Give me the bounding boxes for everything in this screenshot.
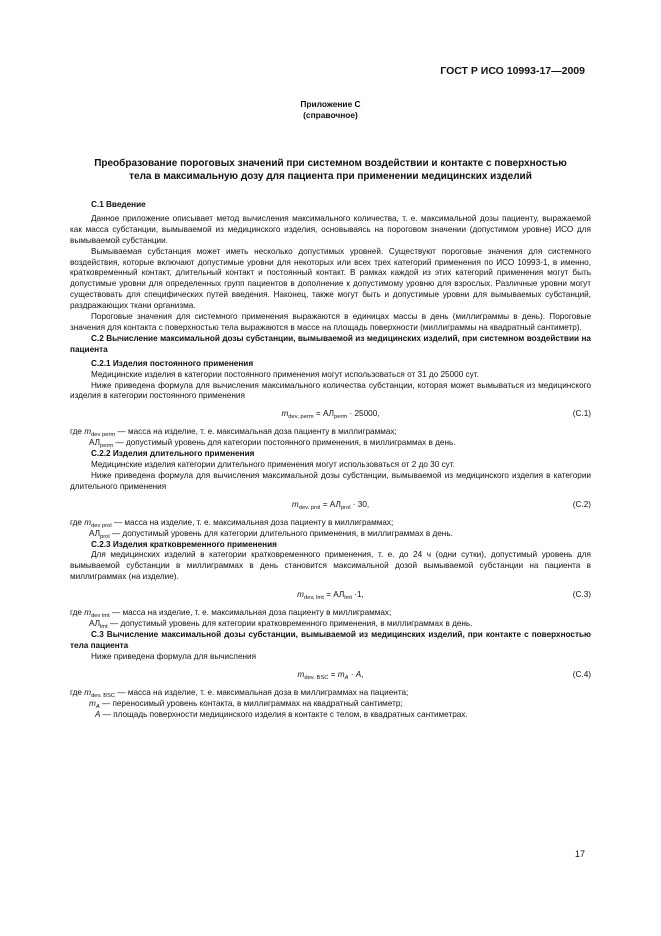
definition-c4-1: где $m_{dev. BSC}$ — масса на изделие, т. е. максимальная доза в миллиграммах на пациента; (70, 687, 409, 699)
annex-heading (0, 99, 661, 121)
formula-c3-expression: $m_{dev, lmt} = АЛ_{lmt} \cdot 1$, (297, 590, 364, 602)
section-c1-paragraph-1: Данное приложение описывает метод вычисления максимального количества, т. е. максимальной дозы пациенту, выражаемой как масса субстанции, вымываемой из медицинского изделия, основываясь на пороговом значении (допустимом уровне) ИСО для вымываемой субстанции. (70, 213, 591, 245)
section-c2-heading: С.2 Вычисление максимальной дозы субстанции, вымываемой из медицинских изделий, при системном воздействии на пациента (70, 333, 591, 354)
section-c22-heading: С.2.2 Изделия длительного применения (91, 449, 255, 459)
section-c1-paragraph-2: Вымываемая субстанция может иметь несколько допустимых уровней. Существуют пороговые значения для системного воздействия, которые включают допустимые уровни для некоторых или всех трех категорий применения по ИСО 10993-1, в именно, кратковременный контакт, длительный контакт и постоянный контакт. В рамках каждой из этих категорий применения могут быть допустимые уровни для определенных групп пациентов в дополнение к допустимому уровню для взрослых. Различные уровни могут существовать для специфических путей введения. Наконец, также могут быть и допустимые уровни для вымываемых субстанций, раздражающих ткани организма. (70, 246, 591, 311)
section-c1-paragraph-3: Пороговые значения для системного применения выражаются в единицах массы в день (миллиграммы в день). Пороговые значения для контакта с поверхностью тела выражаются в массе на площадь поверхности (миллиграммы на квадратный сантиметр). (70, 312, 591, 332)
formula-c4-number: (С.4) (572, 669, 591, 679)
formula-c2-number: (С.2) (572, 499, 591, 509)
annex-title: Приложение С (300, 99, 361, 109)
definition-c4-2: $m_A$ — переносимый уровень контакта, в миллиграммах на квадратный сантиметр; (89, 698, 403, 710)
section-c23-paragraph-1: Для медицинских изделий в категории кратковременного применения, т. е. до 24 ч (одни сутки), допустимый уровень для вымываемой субстанции в миллиграммах в день становится максимальной дозой вымываемой субстанции на пациента в миллиграммах (на изделие). (70, 550, 591, 582)
formula-c2-expression: $m_{dev. prol} = АЛ_{prol} \cdot 30$, (291, 499, 370, 511)
section-c21-paragraph-2: Ниже приведена формула для вычисления максимального количества субстанции, которая может вымываться из медицинского изделия в категории постоянного применения (70, 380, 591, 401)
definition-c1-2: $АЛ_{perm}$ — допустимый уровень для категории постоянного применения, в миллиграммах в день. (89, 438, 456, 450)
formula-c4-expression: $m_{dev. BSC} = m_A \cdot A$, (297, 669, 364, 681)
definition-c2-2: $АЛ_{prol}$ — допустимый уровень для категории длительного применения, в миллиграммах в день. (89, 528, 453, 540)
section-c22-paragraph-1: Медицинские изделия категории длительного применения могут использоваться от 2 до 30 сут. (91, 460, 455, 470)
formula-c3-number: (С.3) (572, 590, 591, 600)
definition-c1-1: где $m_{dev perm}$ — масса на изделие, т. е. максимальная доза пациенту в миллиграммах; (70, 427, 397, 439)
section-c21-paragraph-1: Медицинские изделия в категории постоянного применения могут использоваться от 31 до 25000 сут. (91, 369, 479, 379)
definition-c3-1: где $m_{dev lmt}$ — масса на изделие, т. е. максимальная доза пациенту в миллиграммах; (70, 608, 392, 620)
formula-c1-number: (С.1) (572, 409, 591, 419)
formula-c1 (70, 405, 591, 424)
title-line-2: тела в максимальную дозу для пациента при применении медицинских изделий (129, 170, 532, 182)
definition-c2-1: где $m_{dev prol}$ — масса на изделие, т. е. максимальная доза пациенту в миллиграммах; (70, 517, 394, 529)
section-c21-heading: С.2.1 Изделия постоянного применения (91, 358, 254, 368)
section-c22-paragraph-2: Ниже приведена формула для вычисления максимальной дозы субстанции, вымываемой из медицинского изделия в категории длительного применения (70, 470, 591, 491)
page-number: 17 (574, 849, 585, 859)
formula-c3 (70, 586, 591, 605)
section-c23-heading: С.2.3 Изделия кратковременного применения (91, 539, 277, 549)
standard-number: ГОСТ Р ИСО 10993-17—2009 (440, 65, 585, 77)
formula-c2 (70, 496, 591, 515)
formula-c1-expression: $m_{dev, perm} = АЛ_{perm} \cdot 25000$, (281, 409, 380, 421)
definition-c4-3: A — площадь поверхности медицинского изделия в контакте с телом, в квадратных сантиметрах. (95, 709, 468, 719)
annex-main-title (70, 158, 591, 183)
section-c3-heading: С.3 Вычисление максимальной дозы субстанции, вымываемой из медицинских изделий, при контакте с поверхностью тела пациента (70, 630, 591, 650)
title-line-1: Преобразование пороговых значений при системном воздействии и контакте с поверхностью (94, 158, 567, 169)
document-body (70, 200, 591, 720)
section-c1-heading: С.1 Введение (91, 200, 146, 209)
formula-c4 (70, 666, 591, 685)
annex-note: (справочное) (303, 110, 358, 120)
definition-c3-2: $АЛ_{lmt}$ — допустимый уровень для категории кратковременного применения, в миллиграммах в день. (89, 619, 473, 631)
section-c3-paragraph-1: Ниже приведена формула для вычисления (91, 651, 257, 661)
